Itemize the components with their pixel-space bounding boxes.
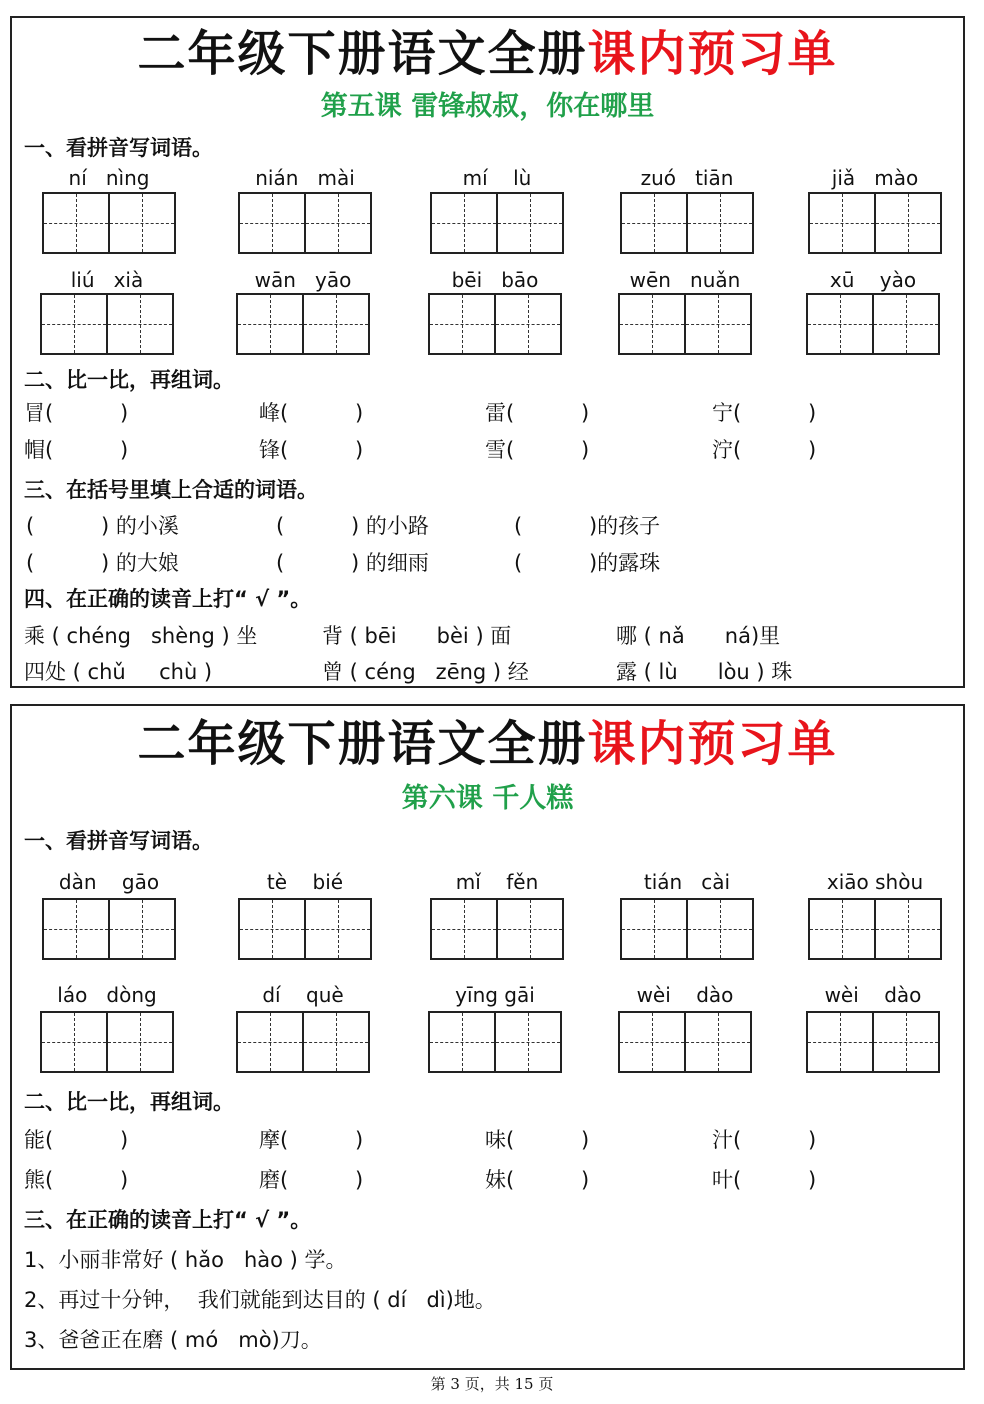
pinyin-label: wèi dào: [636, 983, 734, 1007]
writing-grid[interactable]: [808, 898, 942, 960]
fill-item: ( ) 的小溪: [26, 514, 179, 538]
writing-grid[interactable]: [42, 898, 176, 960]
writing-grid[interactable]: [430, 898, 564, 960]
reading-item: 曾 ( céng zēng ) 经: [322, 660, 529, 684]
fill-item: ( ) 的小路: [276, 514, 429, 538]
writing-grid[interactable]: [806, 1011, 940, 1073]
pinyin-label: liú xià: [70, 268, 144, 292]
writing-grid[interactable]: [238, 898, 372, 960]
compare-item: 宁( ): [712, 401, 817, 425]
sentence-item: 3、爸爸正在磨 ( mó mò)刀。: [24, 1328, 322, 1352]
writing-grid[interactable]: [42, 192, 176, 254]
writing-grid[interactable]: [620, 898, 754, 960]
writing-grid[interactable]: [428, 1011, 562, 1073]
reading-item: 乘 ( chéng shèng ) 坐: [24, 624, 258, 648]
pinyin-label: yīng gāi: [455, 983, 535, 1007]
pinyin-label: mǐ fěn: [455, 870, 539, 894]
writing-grid[interactable]: [620, 192, 754, 254]
pinyin-label: dí què: [262, 983, 344, 1007]
writing-grid[interactable]: [806, 293, 940, 355]
compare-item: 摩( ): [259, 1128, 364, 1152]
writing-grid[interactable]: [236, 1011, 370, 1073]
compare-item: 能( ): [24, 1128, 129, 1152]
worksheet-lesson-5: [10, 16, 965, 688]
pinyin-label: zuó tiān: [640, 166, 734, 190]
reading-item: 四处 ( chǔ chù ): [24, 660, 213, 684]
compare-item: 锋( ): [259, 438, 364, 462]
writing-grid[interactable]: [430, 192, 564, 254]
pinyin-label: xiāo shòu: [826, 870, 924, 894]
compare-item: 磨( ): [259, 1168, 364, 1192]
title-red-text: 课内预习单: [587, 716, 838, 772]
lesson-subtitle: 第五课 雷锋叔叔，你在哪里: [320, 91, 655, 122]
worksheet-title: [12, 716, 963, 772]
writing-grid[interactable]: [618, 293, 752, 355]
pinyin-label: tián cài: [643, 870, 731, 894]
fill-item: ( )的露珠: [514, 551, 661, 575]
fill-item: ( ) 的大娘: [26, 551, 179, 575]
section-title: 二、比一比，再组词。: [24, 1090, 234, 1114]
page-footer: 第 3 页，共 15 页: [430, 1375, 554, 1393]
reading-item: 背 ( bēi bèi ) 面: [322, 624, 512, 648]
pinyin-label: ní nìng: [68, 166, 150, 190]
lesson-subtitle: 第六课 千人糕: [401, 783, 574, 814]
compare-item: 雪( ): [485, 438, 590, 462]
compare-item: 峰( ): [259, 401, 364, 425]
pinyin-label: tè bié: [266, 870, 344, 894]
compare-item: 帽( ): [24, 438, 129, 462]
section-title: 一、看拼音写词语。: [24, 136, 213, 160]
sentence-item: 1、小丽非常好 ( hǎo hào ) 学。: [24, 1248, 347, 1272]
worksheet-lesson-6: [10, 704, 965, 1370]
writing-grid[interactable]: [238, 192, 372, 254]
writing-grid[interactable]: [40, 293, 174, 355]
writing-grid[interactable]: [236, 293, 370, 355]
section-title: 三、在正确的读音上打“ √ ”。: [24, 1208, 312, 1232]
pinyin-label: wèi dào: [824, 983, 922, 1007]
writing-grid[interactable]: [808, 192, 942, 254]
compare-item: 冒( ): [24, 401, 129, 425]
reading-item: 露 ( lù lòu ) 珠: [616, 660, 793, 684]
pinyin-label: dàn gāo: [58, 870, 160, 894]
section-title: 四、在正确的读音上打“ √ ”。: [24, 587, 312, 611]
compare-item: 泞( ): [712, 438, 817, 462]
pinyin-label: láo dòng: [57, 983, 157, 1007]
reading-item: 哪 ( nǎ ná)里: [616, 624, 781, 648]
section-title: 二、比一比，再组词。: [24, 368, 234, 392]
compare-item: 熊( ): [24, 1168, 129, 1192]
compare-item: 雷( ): [485, 401, 590, 425]
writing-grid[interactable]: [618, 1011, 752, 1073]
sentence-item: 2、再过十分钟， 我们就能到达目的 ( dí dì)地。: [24, 1288, 496, 1312]
title-black-text: 二年级下册语文全册: [137, 26, 588, 82]
fill-item: ( ) 的细雨: [276, 551, 429, 575]
pinyin-label: wēn nuǎn: [629, 268, 741, 292]
section-title: 三、在括号里填上合适的词语。: [24, 478, 318, 502]
compare-item: 汁( ): [712, 1128, 817, 1152]
writing-grid[interactable]: [40, 1011, 174, 1073]
title-red-text: 课内预习单: [587, 26, 838, 82]
worksheet-title: [12, 26, 963, 82]
section-title: 一、看拼音写词语。: [24, 829, 213, 853]
pinyin-label: wān yāo: [254, 268, 352, 292]
pinyin-label: xū yào: [829, 268, 917, 292]
pinyin-label: mí lù: [462, 166, 532, 190]
fill-item: ( )的孩子: [514, 514, 661, 538]
pinyin-label: bēi bāo: [451, 268, 539, 292]
compare-item: 妹( ): [485, 1168, 590, 1192]
compare-item: 味( ): [485, 1128, 590, 1152]
writing-grid[interactable]: [428, 293, 562, 355]
title-black-text: 二年级下册语文全册: [137, 716, 588, 772]
pinyin-label: jiǎ mào: [831, 166, 919, 190]
pinyin-label: nián mài: [255, 166, 355, 190]
compare-item: 叶( ): [712, 1168, 817, 1192]
